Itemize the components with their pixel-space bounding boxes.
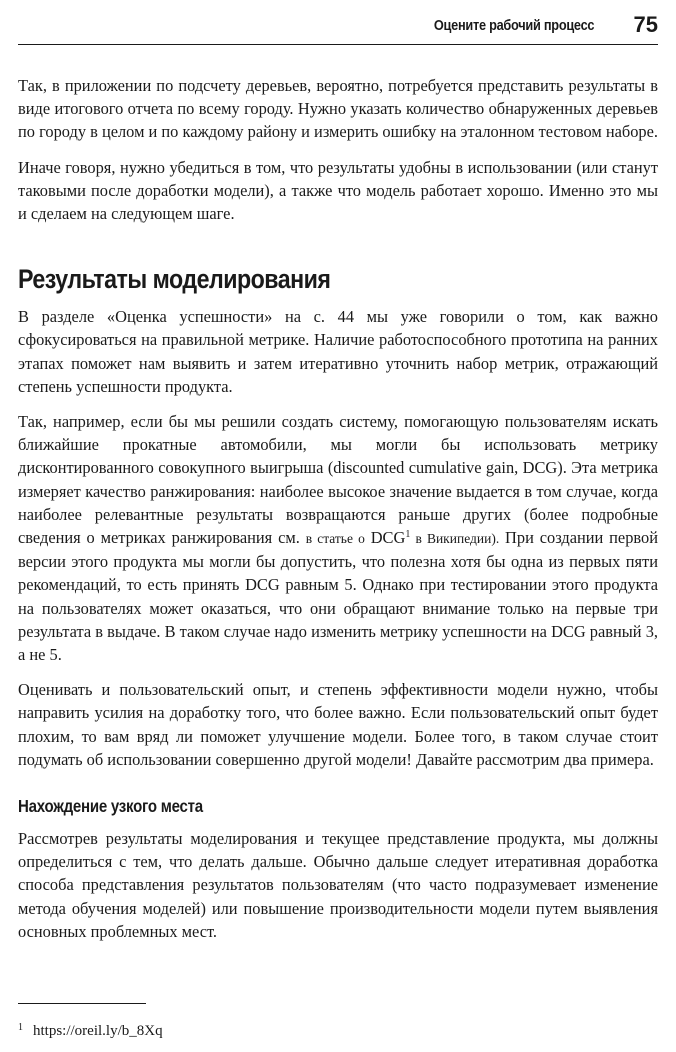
section-paragraph-2-small: в статье о: [305, 531, 365, 547]
footnote-divider: [18, 1003, 146, 1004]
intro-paragraph-1: Так, в приложении по подсчету деревьев, вероятно, потребуется представить результаты в виде итогового отчета по всему городу. Нужно указать количество обнаруженных деревьев по городу в целом и по каждому району и измерить ошибку на эталонном тестовом наборе.: [18, 76, 658, 142]
footnote: [18, 1018, 163, 1041]
page-body: [18, 74, 658, 943]
page-header: [18, 10, 658, 45]
section-paragraph-2-part-a: Так, например, если бы мы решили создать систему, помогающую пользователям искать ближайшие прокатные автомобили, мы могли бы использовать метрику дисконтированного совокупного выигрыша (discounted cumulative gain, DCG). Эта метрика измеряет качество ранжирования: наиболее высокое значение выдается в том случае, когда наиболее релевантные результаты возвращаются раньше других (более подробные сведения о метриках ранжирования см.: [18, 412, 658, 548]
running-head: Оцените рабочий процесс: [433, 18, 594, 34]
section-heading: Результаты моделирования: [18, 264, 331, 295]
section-paragraph-2-small-2: в Википедии).: [410, 531, 500, 547]
section-paragraph-2: [18, 410, 658, 666]
footnote-reference: 1: [405, 529, 411, 541]
page-number: 75: [633, 12, 658, 37]
footnote-link[interactable]: https://oreil.ly/b_8Xq: [33, 1023, 163, 1039]
subsection-paragraph-1: Рассмотрев результаты моделирования и текущее представление продукта, мы должны определиться с тем, что делать дальше. Обычно дальше следует итеративная доработка способа представления результатов пользователям (что часто подразумевает изменение метода обучения моделей) или повышение производительности модели путем выявления основных проблемных мест.: [18, 829, 658, 941]
section-paragraph-2-part-b: При создании первой версии этого продукта мы могли бы допустить, что полезна хотя бы одна из первых пяти рекомендаций, то есть принять DCG равным 5. Однако при тестировании этого продукта на пользователях может оказаться, что они обращают внимание только на первые три результата в выдаче. В таком случае надо изменить метрику успешности на DCG равный 3, а не 5.: [18, 528, 658, 665]
footnote-mark: 1: [18, 1022, 23, 1033]
intro-paragraph-2: Иначе говоря, нужно убедиться в том, что результаты удобны в использовании (или станут таковыми после доработки модели), а также что модель работает хорошо. Именно это мы и сделаем на следующем шаге.: [18, 157, 658, 224]
section-paragraph-1: В разделе «Оценка успешности» на с. 44 мы уже говорили о том, как важно сфокусироваться на правильной метрике. Наличие работоспособного прототипа на ранних этапах поможет нам выявить и затем итеративно уточнить набор метрик, отражающий степень успешности продукта.: [18, 307, 658, 396]
section-paragraph-3: Оценивать и пользовательский опыт, и степень эффективности модели нужно, чтобы направить усилия на доработку того, что более важно. Если пользовательский опыт будет плохим, то вам вряд ли поможет улучшение модели. Более того, в таком случае стоит подумать об использовании совершенно другой модели! Давайте рассмотрим два примера.: [18, 680, 658, 769]
section-paragraph-2-dcg: DCG: [364, 528, 406, 548]
subsection-heading: Нахождение узкого места: [18, 796, 203, 817]
